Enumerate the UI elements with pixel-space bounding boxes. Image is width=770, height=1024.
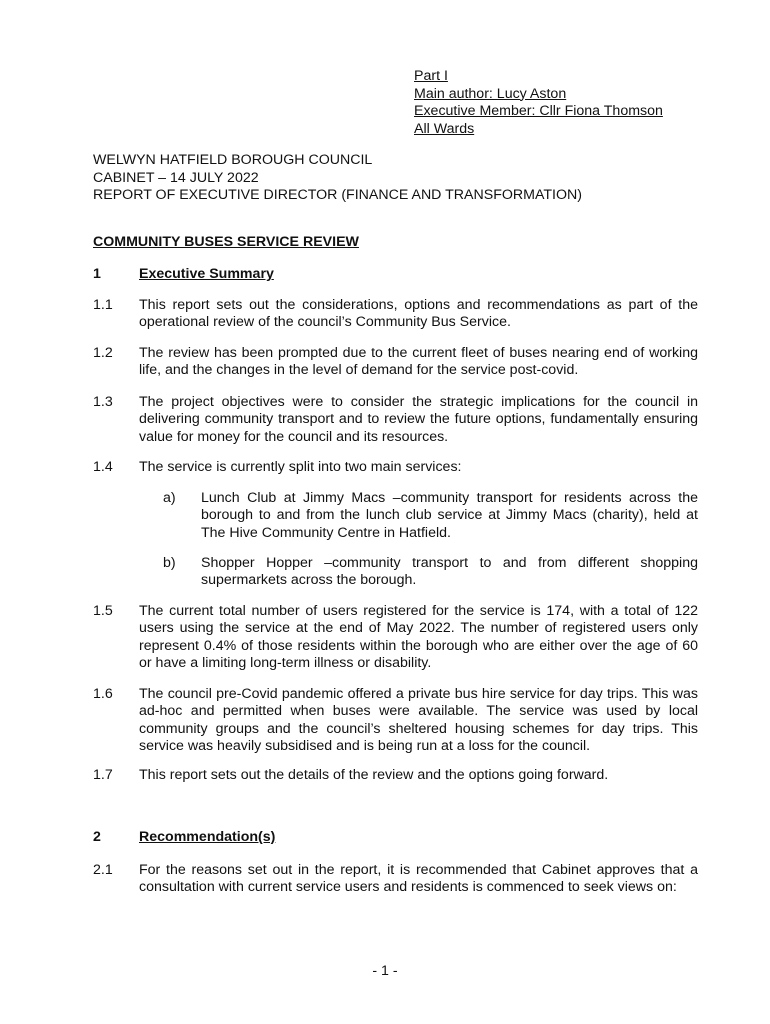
paragraph-number: 1.2 (93, 345, 113, 361)
subitem-text: Shopper Hopper –community transport to and from different shopping supermarkets across the borough. (201, 555, 698, 589)
paragraph-text: This report sets out the considerations, options and recommendations as part of the operational review of the council’s Community Bus Service. (139, 297, 698, 331)
paragraph-number: 1.5 (93, 603, 113, 619)
section-number: 1 (93, 266, 101, 282)
paragraph-1-4 (93, 459, 698, 476)
council-name: WELWYN HATFIELD BOROUGH COUNCIL (93, 152, 373, 168)
subitem-text: Lunch Club at Jimmy Macs –community transport for residents across the borough to and from the lunch club service at Jimmy Macs (charity), held at The Hive Community Centre in Hatfield. (201, 490, 698, 541)
section-number: 2 (93, 829, 101, 845)
paragraph-text: The review has been prompted due to the current fleet of buses nearing end of working life, and the changes in the level of demand for the service post-covid. (139, 345, 698, 379)
paragraph-2-1 (93, 862, 698, 897)
section-title: Executive Summary (139, 266, 274, 282)
section-heading-1 (93, 266, 274, 282)
report-metadata (414, 68, 663, 138)
paragraph-number: 1.1 (93, 297, 113, 313)
paragraph-1-5 (93, 603, 698, 672)
paragraph-number: 2.1 (93, 862, 113, 878)
section-heading-2 (93, 829, 275, 845)
paragraph-1-1 (93, 297, 698, 332)
subitem-a (163, 490, 698, 542)
paragraph-text: For the reasons set out in the report, it is recommended that Cabinet approves that a consultation with current service users and residents is commenced to seek views on: (139, 862, 698, 896)
paragraph-text: This report sets out the details of the review and the options going forward. (139, 767, 609, 783)
paragraph-1-3 (93, 394, 698, 446)
report-title: COMMUNITY BUSES SERVICE REVIEW (93, 234, 359, 250)
page-number: - 1 - (372, 963, 398, 979)
paragraph-number: 1.6 (93, 686, 113, 702)
document-heading (93, 152, 582, 205)
wards: All Wards (414, 120, 475, 137)
subitem-label: a) (163, 490, 176, 506)
paragraph-number: 1.4 (93, 459, 113, 475)
meeting-date: CABINET – 14 JULY 2022 (93, 169, 259, 186)
paragraph-1-6 (93, 686, 698, 755)
subitem-label: b) (163, 555, 176, 571)
paragraph-text: The project objectives were to consider the strategic implications for the council in delivering community transport and to review the future options, fundamentally ensuring value for money for the council and its resources. (139, 394, 698, 445)
paragraph-text: The service is currently split into two main services: (139, 459, 462, 475)
paragraph-number: 1.3 (93, 394, 113, 410)
part-label: Part I (414, 68, 448, 84)
paragraph-text: The council pre-Covid pandemic offered a private bus hire service for day trips. This was ad-hoc and permitted when buses were available. The service was used by local community groups and the council’s sheltered housing schemes for day trips. This service was heavily subsidised and is being run at a loss for the council. (139, 686, 698, 754)
paragraph-1-7 (93, 767, 698, 784)
paragraph-text: The current total number of users registered for the service is 174, with a total of 122 users using the service at the end of May 2022. The number of registered users only represent 0.4% of those residents within the borough who are either over the age of 60 or have a limiting long-term illness or disability. (139, 603, 698, 671)
main-author: Main author: Lucy Aston (414, 85, 567, 102)
paragraph-1-2 (93, 345, 698, 380)
paragraph-number: 1.7 (93, 767, 113, 783)
section-title: Recommendation(s) (139, 829, 276, 845)
report-of: REPORT OF EXECUTIVE DIRECTOR (FINANCE AND TRANSFORMATION) (93, 187, 582, 203)
executive-member: Executive Member: Cllr Fiona Thomson (414, 103, 663, 119)
subitem-b (163, 555, 698, 590)
